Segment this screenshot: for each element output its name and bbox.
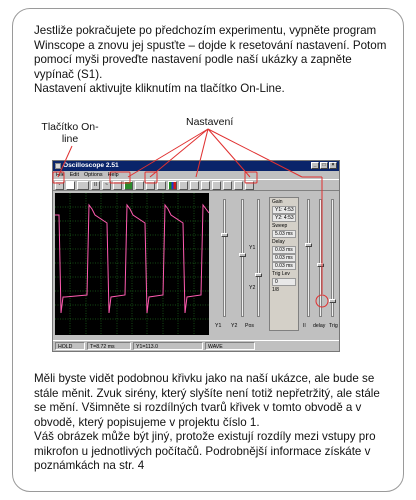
intro-instruction: Nastavení aktivujte kliknutím na tlačítko On-Line. bbox=[34, 82, 285, 95]
minimize-button[interactable]: _ bbox=[311, 162, 319, 169]
y2-gain-value: Y2: 4:53 bbox=[272, 214, 296, 222]
online-button[interactable]: - bbox=[55, 181, 64, 190]
delay-thumb[interactable] bbox=[317, 263, 324, 267]
pause-button[interactable]: II bbox=[91, 181, 100, 190]
slider-label-y1: Y1 bbox=[215, 323, 222, 329]
y1-gain-value: Y1: 4:53 bbox=[272, 206, 296, 214]
slider-label-y2: Y2 bbox=[231, 323, 238, 329]
toolbar-button-16[interactable] bbox=[223, 181, 232, 190]
gain-label: Gain bbox=[272, 199, 283, 205]
menu-bar bbox=[53, 171, 339, 179]
outro-paragraph-1: Měli byste vidět podobnou křivku jako na naší ukázce, ale bude se stále měnit. Zvuk sirény, který slyšíte není totiž nepřetržitý, ale stále se mění. Všimněte si rozdílných tvarů křivek v tomto obvodě a v obvodě, který popisujeme v projektu číslo 1. bbox=[34, 372, 380, 429]
sweep-label: Sweep bbox=[272, 223, 288, 229]
y2-gain-thumb[interactable] bbox=[239, 253, 246, 257]
trigger-level-thumb[interactable] bbox=[305, 243, 312, 247]
wave-button[interactable]: ~ bbox=[102, 181, 111, 190]
toolbar-button-7[interactable] bbox=[124, 181, 133, 190]
toolbar-button-9[interactable] bbox=[146, 181, 155, 190]
toolbar-button-13[interactable] bbox=[190, 181, 199, 190]
settings-annotation: Nastavení bbox=[186, 116, 234, 128]
sweep-value: 5.03 ms bbox=[272, 230, 296, 238]
app-icon bbox=[55, 163, 61, 169]
y1-gain-thumb[interactable] bbox=[221, 233, 228, 237]
slider-label-trig: Trig bbox=[329, 323, 338, 329]
toolbar-button-8[interactable] bbox=[135, 181, 144, 190]
toolbar-button-14[interactable] bbox=[201, 181, 210, 190]
status-time: T=8.72 ms bbox=[87, 342, 131, 350]
menu-file[interactable]: File bbox=[56, 172, 65, 178]
y1-mid-label: Y1 bbox=[249, 245, 256, 251]
color-button[interactable] bbox=[168, 181, 177, 190]
menu-help[interactable]: Help bbox=[107, 172, 119, 178]
status-wave: WAVE bbox=[205, 342, 255, 350]
maximize-button[interactable]: □ bbox=[320, 162, 328, 169]
toolbar-button-15[interactable] bbox=[212, 181, 221, 190]
toolbar bbox=[53, 179, 339, 191]
delay-value-1: 0.03 ms bbox=[272, 246, 296, 254]
y2-mid-label: Y2 bbox=[249, 285, 256, 291]
trigger-level-slider[interactable] bbox=[307, 199, 310, 317]
toolbar-button-6[interactable] bbox=[113, 181, 122, 190]
status-bar bbox=[53, 340, 339, 351]
outro-text bbox=[34, 372, 394, 474]
channel-select-button[interactable] bbox=[77, 181, 89, 190]
scope-trace-display bbox=[55, 193, 209, 335]
status-y1: Y1=113.0 bbox=[133, 342, 203, 350]
settings-info-panel bbox=[269, 197, 299, 331]
y2-gain-slider[interactable] bbox=[241, 199, 244, 317]
close-button[interactable]: × bbox=[329, 162, 337, 169]
slider-panel bbox=[211, 193, 339, 335]
menu-edit[interactable]: Edit bbox=[69, 172, 79, 178]
slider-label-delay: delay bbox=[313, 323, 326, 329]
trigger-thumb[interactable] bbox=[329, 299, 336, 303]
trig-extra: 1/8 bbox=[272, 287, 279, 293]
delay-value-2: 0.03 ms bbox=[272, 254, 296, 262]
delay-label: Delay bbox=[272, 239, 285, 245]
toolbar-button-18[interactable] bbox=[245, 181, 254, 190]
intro-paragraph: Jestliže pokračujete po předchozím experimentu, vypněte program Winscope a znovu jej spusťte – dojde k resetování nastavení. Potom pomocí myši proveďte nastavení podle naší ukázky a zapněte vypínač (S1). bbox=[34, 24, 387, 81]
trig-value: 0 bbox=[272, 278, 296, 286]
trig-label: Trig Lev bbox=[272, 271, 290, 277]
delay-slider[interactable] bbox=[319, 199, 322, 317]
oscilloscope-window bbox=[52, 160, 340, 352]
online-button-annotation: Tlačítko On-line bbox=[41, 121, 99, 145]
toolbar-button-12[interactable] bbox=[179, 181, 188, 190]
delay-value-3: 0.03 ms bbox=[272, 262, 296, 270]
status-hold: HOLD bbox=[55, 342, 85, 350]
outro-paragraph-2: Váš obrázek může být jiný, protože existují rozdíly mezi vstupy pro mikrofon u jednotlivých počítačů. Podrobnější informace získáte v poznámkách na str. 4 bbox=[34, 430, 376, 472]
slider-label-il: Il bbox=[303, 323, 306, 329]
position-slider[interactable] bbox=[257, 199, 260, 317]
intro-text bbox=[34, 24, 394, 97]
toolbar-button-17[interactable] bbox=[234, 181, 243, 190]
window-title: Oscilloscope 2.51 bbox=[63, 162, 119, 169]
toolbar-blank-button[interactable] bbox=[66, 181, 75, 190]
menu-options[interactable]: Options bbox=[83, 172, 103, 178]
toolbar-button-10[interactable] bbox=[157, 181, 166, 190]
y1-gain-slider[interactable] bbox=[223, 199, 226, 317]
window-titlebar bbox=[53, 161, 339, 171]
slider-label-pos: Pos bbox=[245, 323, 254, 329]
scope-screen bbox=[55, 193, 209, 335]
position-thumb[interactable] bbox=[255, 273, 262, 277]
